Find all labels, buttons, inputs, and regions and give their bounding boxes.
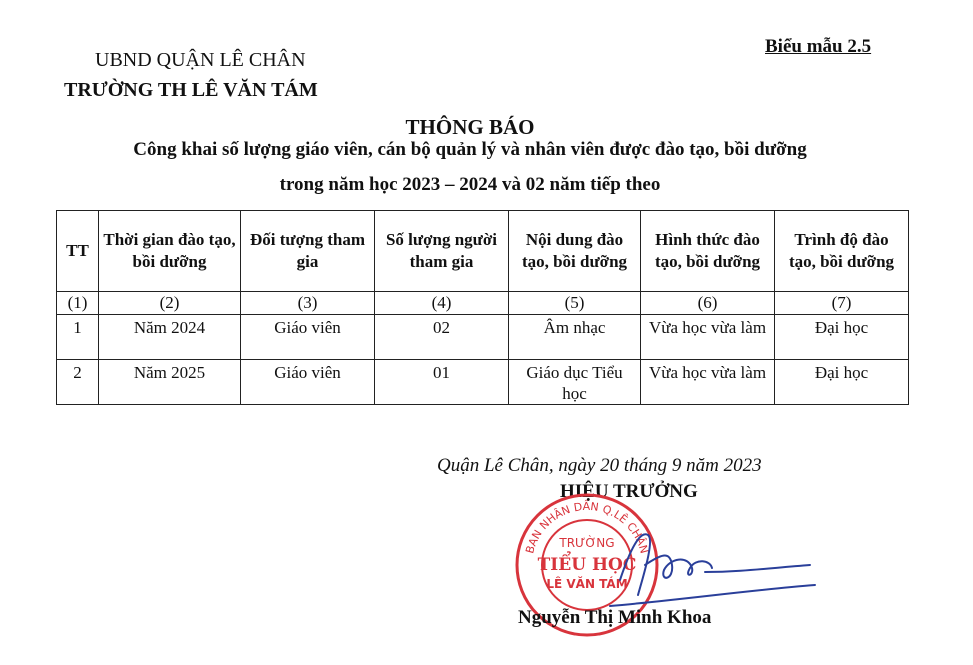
table-cell: Năm 2024 (99, 315, 241, 360)
table-cell: Vừa học vừa làm (641, 315, 775, 360)
column-number-row (57, 292, 909, 315)
place-date: Quận Lê Chân, ngày 20 tháng 9 năm 2023 (437, 455, 762, 476)
header-cell: Hình thức đào tạo, bồi dưỡng (641, 211, 775, 292)
column-number: (2) (99, 292, 241, 315)
table-cell: Đại học (775, 315, 909, 360)
table-cell: 1 (57, 315, 99, 360)
table-cell: 02 (375, 315, 509, 360)
seal-line1: TRƯỜNG (559, 536, 615, 550)
header-cell: TT (57, 211, 99, 292)
header-cell: Nội dung đào tạo, bồi dưỡng (509, 211, 641, 292)
column-number: (4) (375, 292, 509, 315)
form-code: Biểu mẫu 2.5 (765, 36, 872, 57)
table-header-row (57, 211, 909, 292)
training-table (56, 210, 909, 405)
table-cell: Âm nhạc (509, 315, 641, 360)
table-row (57, 360, 909, 405)
header-cell: Đối tượng tham gia (241, 211, 375, 292)
column-number: (5) (509, 292, 641, 315)
seal-line2: TIỂU HỌC (537, 555, 637, 575)
signer-name: Nguyễn Thị Minh Khoa (518, 607, 712, 628)
column-number: (7) (775, 292, 909, 315)
table-cell: Vừa học vừa làm (641, 360, 775, 405)
table-row (57, 315, 909, 360)
column-number: (1) (57, 292, 99, 315)
table-cell: Năm 2025 (99, 360, 241, 405)
header-cell: Trình độ đào tạo, bồi dưỡng (775, 211, 909, 292)
table-cell: 2 (57, 360, 99, 405)
table-cell: 01 (375, 360, 509, 405)
column-number: (6) (641, 292, 775, 315)
signer-role: HIỆU TRƯỞNG (560, 481, 698, 502)
seal-line3: LÊ VĂN TÁM (546, 577, 628, 591)
table-cell: Giáo viên (241, 315, 375, 360)
notice-subtitle-line1: Công khai số lượng giáo viên, cán bộ quản lý và nhân viên được đào tạo, bồi dưỡng (133, 139, 807, 160)
district-name: UBND QUẬN LÊ CHÂN (95, 49, 306, 71)
column-number: (3) (241, 292, 375, 315)
table-cell: Đại học (775, 360, 909, 405)
notice-subtitle-line2: trong năm học 2023 – 2024 và 02 năm tiếp theo (279, 174, 661, 195)
header-cell: Thời gian đào tạo, bồi dưỡng (99, 211, 241, 292)
table-cell: Giáo dục Tiểu học (509, 360, 641, 405)
header-cell: Số lượng người tham gia (375, 211, 509, 292)
notice-title: THÔNG BÁO (405, 115, 535, 139)
school-name: TRƯỜNG TH LÊ VĂN TÁM (64, 79, 318, 101)
handwritten-signature (600, 510, 820, 620)
seal-ring-text: BAN NHÂN DÂN Q.LÊ CHÂN (523, 499, 651, 555)
table-cell: Giáo viên (241, 360, 375, 405)
